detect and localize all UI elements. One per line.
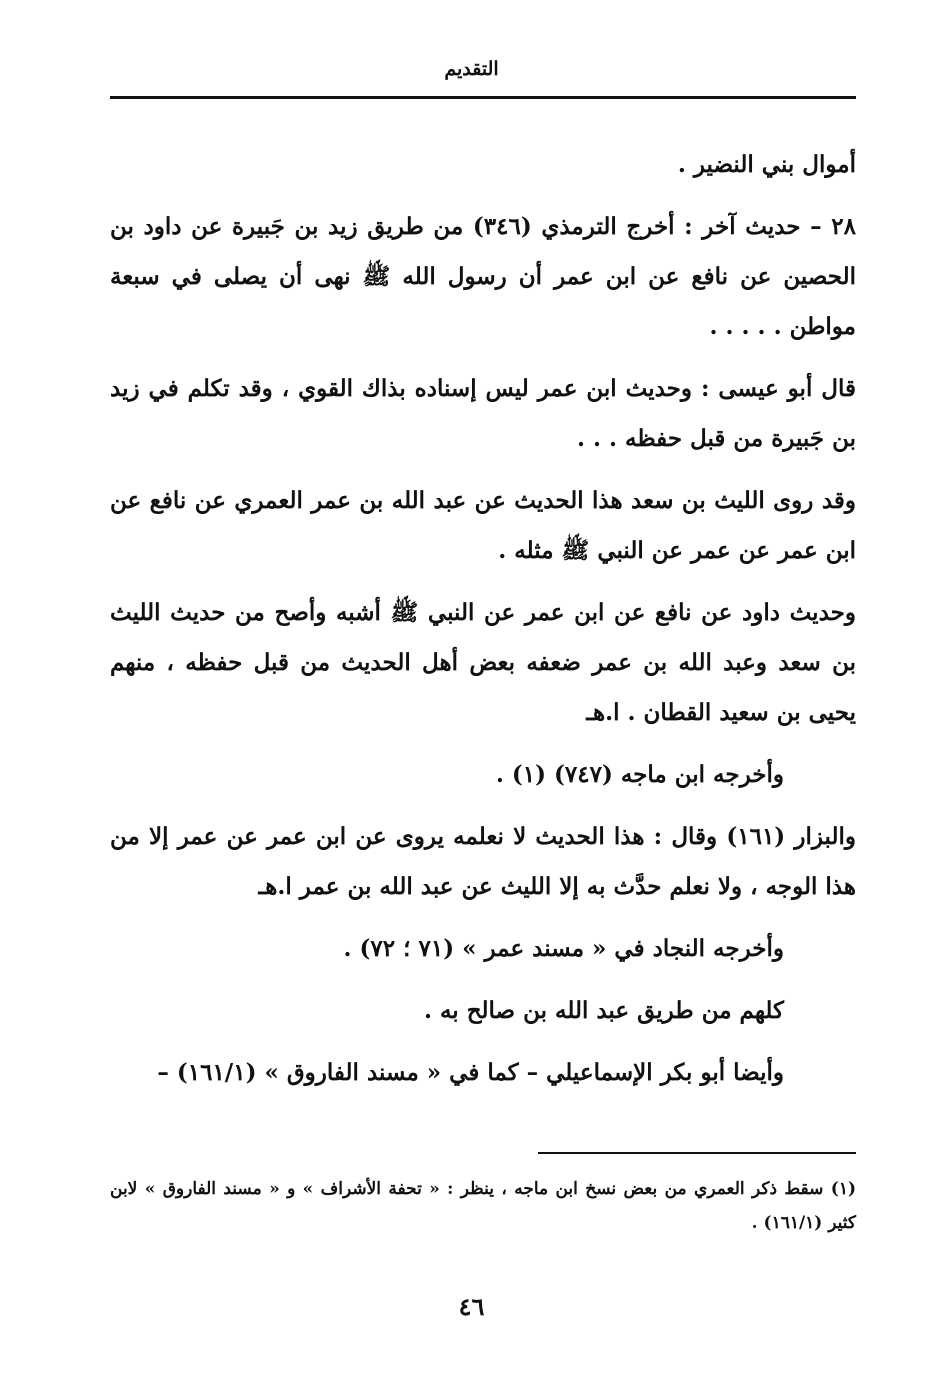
- running-header-title: التقديم: [444, 58, 499, 80]
- paragraph-6: وأخرجه ابن ماجه (٧٤٧) (١) .: [495, 761, 784, 788]
- footnote: (١) سقط ذكر العمري من بعض نسخ ابن ماجه ، ينظر : « تحفة الأشراف » و « مسند الفاروق » لابن كثير (١٦١/١) .: [110, 1179, 856, 1233]
- paragraph-4: وقد روى الليث بن سعد هذا الحديث عن عبد الله بن عمر العمري عن نافع عن ابن عمر عن عمر عن النبي ﷺ مثله .: [110, 487, 856, 564]
- header-rule: [110, 96, 856, 99]
- paragraph-8: وأخرجه النجاد في « مسند عمر » (٧١ ؛ ٧٢) .: [343, 935, 784, 962]
- paragraph-9: كلهم من طريق عبد الله بن صالح به .: [423, 997, 784, 1024]
- paragraph-5: وحديث داود عن نافع عن ابن عمر عن النبي ﷺ أشبه وأصح من حديث الليث بن سعد وعبد الله بن عمر ضعفه بعض أهل الحديث من قبل حفظه ، منهم يحيى بن سعيد القطان . ا.هـ: [110, 599, 856, 726]
- paragraph-1: أموال بني النضير .: [677, 151, 856, 178]
- paragraph-2: ٢٨ – حديث آخر : أخرج الترمذي (٣٤٦) من طريق زيد بن جَبيرة عن داود بن الحصين عن نافع عن ابن عمر أن رسول الله ﷺ نهى أن يصلى في سبعة مواطن . . . . .: [110, 213, 856, 340]
- footnote-rule: [538, 1152, 856, 1154]
- body-text: [110, 140, 856, 1110]
- paragraph-7: والبزار (١٦١) وقال : هذا الحديث لا نعلمه يروى عن ابن عمر عن عمر إلا من هذا الوجه ، ولا نعلم حدَّث به إلا الليث عن عبد الله بن عمر ا.هـ: [110, 823, 856, 900]
- paragraph-10: وأيضا أبو بكر الإسماعيلي – كما في « مسند الفاروق » (١٦١/١) –: [157, 1059, 784, 1086]
- paragraph-3: قال أبو عيسى : وحديث ابن عمر ليس إسناده بذاك القوي ، وقد تكلم في زيد بن جَبيرة من قبل حفظه . . .: [110, 375, 856, 452]
- page-number: ٤٦: [458, 1292, 485, 1321]
